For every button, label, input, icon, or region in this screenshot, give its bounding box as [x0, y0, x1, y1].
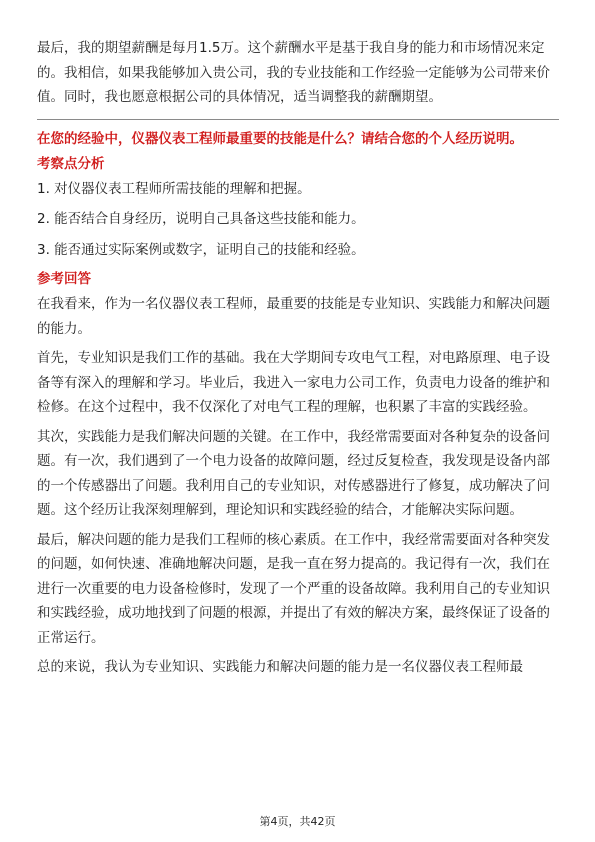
intro-paragraph: 最后，我的期望薪酬是每月1.5万。这个薪酬水平是基于我自身的能力和市场情况来定的。我相信，如果我能够加入贵公司，我的专业技能和工作经验一定能够为公司带来价值。同时，我也愿意根据公司的具体情况，适当调整我的薪酬期望。	[37, 40, 550, 105]
answer-paragraph: 总的来说，我认为专业知识、实践能力和解决问题的能力是一名仪器仪表工程师最	[37, 659, 523, 675]
page-content	[37, 36, 559, 685]
analysis-point: 3. 能否通过实际案例或数字，证明自己的技能和经验。	[37, 241, 365, 258]
answer-heading: 参考回答	[37, 271, 91, 287]
interview-question: 在您的经验中，仪器仪表工程师最重要的技能是什么？请结合您的个人经历说明。	[37, 130, 523, 147]
answer-paragraph: 其次，实践能力是我们解决问题的关键。在工作中，我经常需要面对各种复杂的设备问题。有一次，我们遇到了一个电力设备的故障问题，经过反复检查，我发现是设备内部的一个传感器出了问题。我利用自己的专业知识，对传感器进行了修复，成功解决了问题。这个经历让我深刻理解到，理论知识和实践经验的结合，才能解决实际问题。	[37, 428, 550, 518]
answer-paragraph: 在我看来，作为一名仪器仪表工程师，最重要的技能是专业知识、实践能力和解决问题的能力。	[37, 296, 550, 337]
analysis-heading: 考察点分析	[37, 155, 105, 172]
page-number: 第4页，共42页	[259, 815, 336, 828]
answer-paragraph: 最后，解决问题的能力是我们工程师的核心素质。在工作中，我经常需要面对各种突发的问题，如何快速、准确地解决问题，是我一直在努力提高的。我记得有一次，我们在进行一次重要的电力设备检修时，发现了一个严重的设备故障。我利用自己的专业知识和实践经验，成功地找到了问题的根源，并提出了有效的解决方案，最终保证了设备的正常运行。	[37, 531, 550, 646]
section-divider	[37, 119, 559, 120]
analysis-point: 1. 对仪器仪表工程师所需技能的理解和把握。	[37, 180, 311, 197]
analysis-point: 2. 能否结合自身经历，说明自己具备这些技能和能力。	[37, 211, 365, 227]
answer-paragraph: 首先，专业知识是我们工作的基础。我在大学期间专攻电气工程，对电路原理、电子设备等有深入的理解和学习。毕业后，我进入一家电力公司工作，负责电力设备的维护和检修。在这个过程中，我不仅深化了对电气工程的理解，也积累了丰富的实践经验。	[37, 350, 550, 415]
